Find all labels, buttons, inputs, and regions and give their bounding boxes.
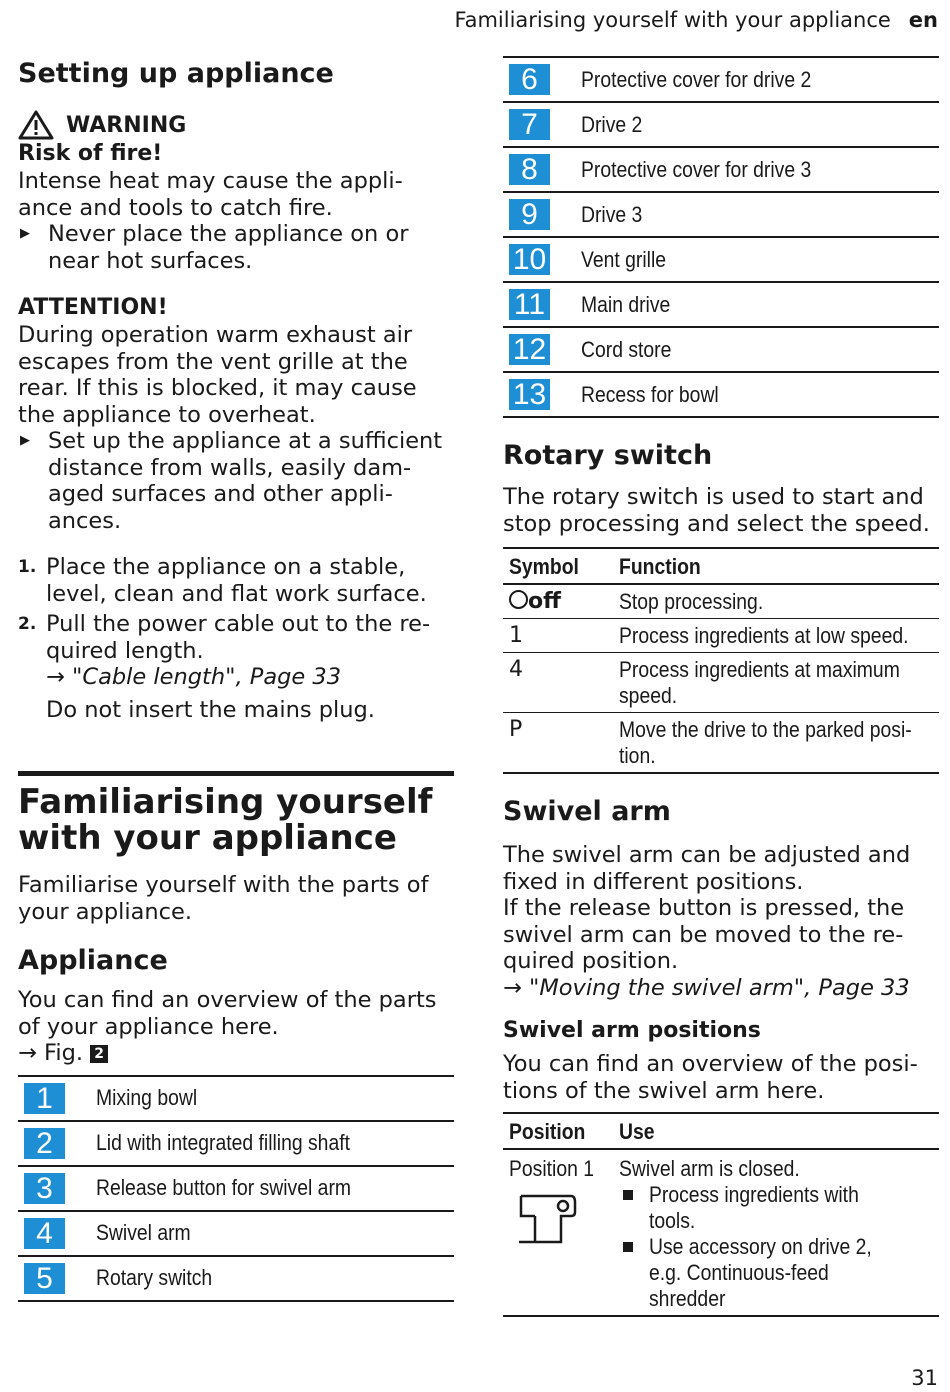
part-label: Vent grille bbox=[581, 246, 667, 272]
part-number: 6 bbox=[509, 64, 550, 95]
warning-title: Risk of fire! bbox=[18, 141, 163, 166]
part-label: Main drive bbox=[581, 291, 671, 317]
function-text: Stop processing. bbox=[619, 589, 764, 614]
use-text: Swivel arm is closed. bbox=[619, 1156, 800, 1181]
table-row bbox=[503, 713, 939, 774]
mixer-closed-icon bbox=[513, 1186, 581, 1250]
part-number: 2 bbox=[24, 1128, 65, 1159]
positions-text: You can find an overview of the posi-tions of the swivel arm here. bbox=[503, 1051, 918, 1104]
header-title: Familiarising yourself with your appliance bbox=[454, 8, 891, 32]
part-label: Lid with integrated filling shaft bbox=[96, 1130, 350, 1155]
part-label: Rotary switch bbox=[96, 1265, 213, 1290]
part-label: Recess for bowl bbox=[581, 381, 719, 407]
figure-ref[interactable] bbox=[18, 1040, 454, 1067]
left-column bbox=[18, 0, 454, 1302]
list-item bbox=[619, 1234, 939, 1312]
table-row bbox=[18, 1166, 454, 1211]
positions-table bbox=[503, 1112, 939, 1317]
swivel-text-1: The swivel arm can be adjusted and fixed in different positions. bbox=[503, 842, 911, 895]
use-bullet-text: Process ingredients with tools. bbox=[649, 1182, 859, 1233]
part-number: 3 bbox=[24, 1173, 65, 1204]
square-bullet-icon bbox=[623, 1242, 633, 1252]
col-symbol: Symbol bbox=[509, 554, 579, 579]
page-number: 31 bbox=[911, 1366, 938, 1390]
symbol: P bbox=[503, 713, 613, 774]
parts-table-right bbox=[503, 56, 939, 418]
step-number: 2. bbox=[18, 614, 37, 634]
bullet-arrow-icon: ▶ bbox=[20, 433, 30, 448]
step-2 bbox=[18, 611, 454, 664]
table-row bbox=[503, 282, 939, 327]
part-number: 13 bbox=[509, 379, 550, 410]
rotary-table bbox=[503, 547, 939, 774]
table-row bbox=[18, 1256, 454, 1301]
table-row bbox=[503, 619, 939, 653]
table-row bbox=[503, 1149, 939, 1316]
step-note: Do not insert the mains plug. bbox=[46, 696, 375, 723]
step-1 bbox=[18, 554, 454, 607]
step-text: Pull the power cable out to the re-quired length. bbox=[46, 611, 431, 664]
table-row bbox=[503, 102, 939, 147]
right-column bbox=[503, 0, 939, 1317]
cable-length-ref[interactable] bbox=[18, 664, 454, 691]
figure-number: 2 bbox=[90, 1045, 108, 1063]
function-text: Process ingredients at maximum speed. bbox=[619, 657, 900, 708]
warning-text: Intense heat may cause the appli-ance and tools to catch fire. bbox=[18, 168, 403, 221]
table-header-row bbox=[503, 1113, 939, 1149]
arrow-right-icon: → bbox=[46, 664, 65, 690]
col-position: Position bbox=[509, 1119, 586, 1144]
rotary-text: The rotary switch is used to start and stop processing and select the speed. bbox=[503, 484, 930, 537]
part-number: 1 bbox=[24, 1083, 65, 1114]
attention-bullet-text: Set up the appliance at a sufficient distance from walls, easily dam-aged surfaces and other appli-ances. bbox=[48, 428, 443, 534]
attention-label: ATTENTION! bbox=[18, 295, 168, 320]
part-number: 10 bbox=[509, 244, 550, 275]
attention-bullet bbox=[18, 428, 454, 534]
appliance-heading: Appliance bbox=[18, 945, 168, 976]
part-label: Drive 2 bbox=[581, 111, 643, 137]
positions-heading: Swivel arm positions bbox=[503, 1018, 761, 1043]
step-text: Place the appliance on a stable, level, clean and flat work surface. bbox=[46, 554, 427, 607]
arrow-right-icon: → bbox=[503, 974, 522, 1001]
square-bullet-icon bbox=[623, 1190, 633, 1200]
part-label: Drive 3 bbox=[581, 201, 643, 227]
col-use: Use bbox=[619, 1119, 655, 1144]
part-number: 8 bbox=[509, 154, 550, 185]
warning-label: WARNING bbox=[66, 112, 187, 138]
part-number: 12 bbox=[509, 334, 550, 365]
arrow-right-icon: → bbox=[18, 1040, 37, 1066]
table-row bbox=[503, 57, 939, 102]
circle-icon bbox=[509, 590, 528, 609]
warning-triangle-icon bbox=[18, 110, 54, 140]
appliance-text: You can find an overview of the parts of your appliance here. bbox=[18, 987, 437, 1040]
list-item bbox=[619, 1182, 939, 1234]
parts-table-left bbox=[18, 1075, 454, 1302]
part-number: 7 bbox=[509, 109, 550, 140]
table-header-row bbox=[503, 548, 939, 584]
col-function: Function bbox=[619, 554, 701, 579]
function-text: Process ingredients at low speed. bbox=[619, 623, 909, 648]
step-number: 1. bbox=[18, 557, 37, 577]
swivel-heading: Swivel arm bbox=[503, 796, 671, 827]
part-label: Mixing bowl bbox=[96, 1085, 198, 1110]
cable-length-ref-text: "Cable length", Page 33 bbox=[72, 664, 342, 690]
table-row bbox=[503, 327, 939, 372]
moving-swivel-arm-ref-text: "Moving the swivel arm", Page 33 bbox=[529, 974, 910, 1001]
symbol: 1 bbox=[503, 619, 613, 653]
function-text: Move the drive to the parked posi-tion. bbox=[619, 717, 912, 768]
table-row bbox=[18, 1211, 454, 1256]
bullet-arrow-icon: ▶ bbox=[20, 226, 30, 241]
figure-label: Fig. bbox=[44, 1040, 84, 1066]
moving-swivel-arm-ref[interactable] bbox=[503, 975, 939, 1002]
symbol-off: off bbox=[528, 589, 561, 614]
familiarise-heading: Familiarising yourself with your appliance bbox=[18, 782, 433, 858]
familiarise-intro: Familiarise yourself with the parts of your appliance. bbox=[18, 872, 429, 925]
part-number: 4 bbox=[24, 1218, 65, 1249]
part-label: Cord store bbox=[581, 336, 672, 362]
table-row bbox=[503, 147, 939, 192]
setup-heading: Setting up appliance bbox=[18, 58, 334, 89]
position-label: Position 1 bbox=[509, 1156, 595, 1181]
table-row bbox=[18, 1076, 454, 1121]
warning-bullet bbox=[18, 221, 454, 274]
part-label: Protective cover for drive 3 bbox=[581, 156, 812, 182]
table-row bbox=[503, 584, 939, 619]
part-number: 5 bbox=[24, 1263, 65, 1294]
symbol: 4 bbox=[503, 653, 613, 713]
warning-header bbox=[18, 110, 454, 140]
part-number: 9 bbox=[509, 199, 550, 230]
rotary-heading: Rotary switch bbox=[503, 440, 713, 471]
swivel-text-2: If the release button is pressed, the swivel arm can be moved to the re-quired position. bbox=[503, 895, 905, 974]
table-row bbox=[503, 192, 939, 237]
language-code: en bbox=[908, 8, 938, 32]
use-bullet-text: Use accessory on drive 2, e.g. Continuous-feed shredder bbox=[649, 1234, 872, 1311]
table-row bbox=[503, 237, 939, 282]
warning-bullet-text: Never place the appliance on or near hot surfaces. bbox=[48, 221, 409, 274]
part-number: 11 bbox=[509, 289, 550, 320]
table-row bbox=[503, 653, 939, 713]
part-label: Release button for swivel arm bbox=[96, 1175, 352, 1200]
part-label: Swivel arm bbox=[96, 1220, 191, 1245]
table-row bbox=[503, 372, 939, 417]
table-row bbox=[18, 1121, 454, 1166]
part-label: Protective cover for drive 2 bbox=[581, 66, 812, 92]
attention-text: During operation warm exhaust air escapes from the vent grille at the rear. If this is blocked, it may cause the appliance to overheat. bbox=[18, 322, 417, 428]
